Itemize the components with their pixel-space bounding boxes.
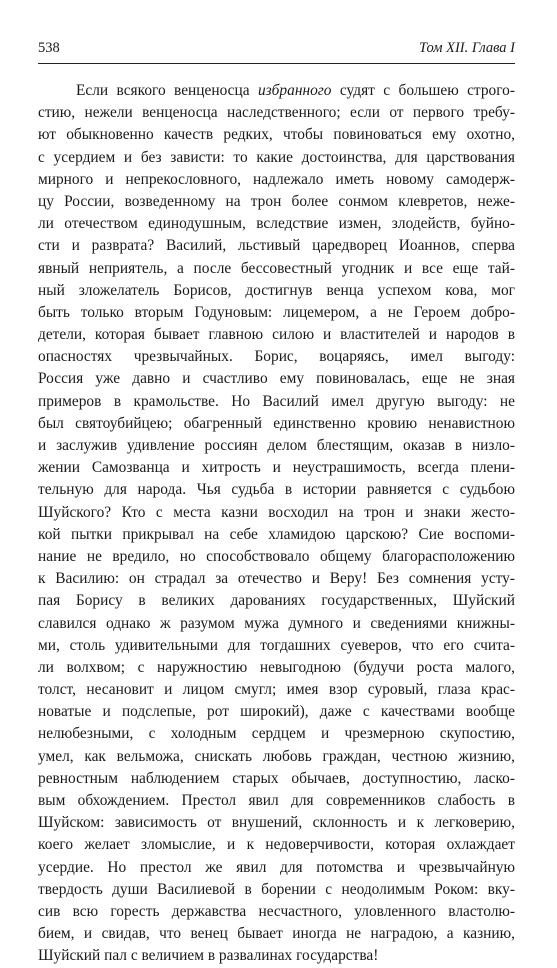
text-line: славился однако ж разумом мужа думного и сведениями книжны- (38, 614, 515, 632)
text-line: явный неприятель, а после бессовестный угодник и все еще тай- (38, 259, 515, 277)
text-line: нелюбезными, с холодным сердцем и чрезмерною скупостию, (38, 725, 515, 743)
text-line: Если всякого венценосца избранного судят с большею строго- (76, 82, 515, 99)
text-line: усердие. Но престол же явил для потомства и чрезвычайную (38, 858, 515, 876)
text-line: мирного и непрекословного, надлежало иметь новому самодерж- (38, 170, 515, 188)
text-line: стию, нежели венценосца наследственного; если от первого требу- (38, 104, 515, 122)
text-line: сив всю горесть державства несчастного, уловленного властолю- (38, 902, 515, 920)
text-line: ми, столь удивительными для тогдашних суеверов, что его счита- (38, 636, 515, 654)
text-line: тельную для народа. Чья судьба в истории равняется с судьбою (38, 481, 515, 499)
text-line: ют обыкновенно качеств редких, чтобы повиноваться ему охотно, (38, 126, 515, 144)
page-number: 538 (38, 40, 60, 56)
text-line: ревностным наблюдением старых обычаев, доступностию, ласко- (38, 769, 515, 787)
text-line: примеров в крамольстве. Но Василий имел другую выгоду: не (38, 392, 515, 410)
text-line: быть только вторым Годуновым: лицемером, а не Героем добро- (38, 303, 515, 321)
text-line: детели, которая бывает главною силою и властителей и народов в (38, 326, 515, 344)
text-line: опасностях чрезвычайных. Борис, воцаряясь, имел выгоду: (38, 348, 515, 366)
page-header (38, 38, 515, 62)
text-line: ли отечеством единодушным, вследствие измен, злодейств, буйно- (38, 215, 515, 233)
text-line: Россия уже давно и счастливо ему повиновалась, еще не зная (38, 370, 515, 388)
text-line: нание не вредило, но способствовало общему благорасположению (38, 547, 515, 565)
text-line: твердость души Василиевой в борении с неодолимым Роком: вку- (38, 880, 515, 898)
text-line: кой пытки прикрывал на себе хламидою царскою? Сие воспоми- (38, 525, 515, 543)
text-line: Шуйского? Кто с места казни восходил на трон и знаки жесто- (38, 503, 515, 521)
text-line: был святоубийцею; обагренный единственно кровию ненавистною (38, 414, 515, 432)
text-line: умел, как вельможа, снискать любовь граждан, честною жизнию, (38, 747, 515, 765)
text-line: ли волхвом; с наружностию невыгодною (будучи роста малого, (38, 658, 515, 676)
text-line: коего желает зломыслие, и к недоверчивости, которая охлаждает (38, 836, 515, 854)
text-line: ный зложелатель Борисов, достигнув венца успехом кова, мог (38, 281, 515, 299)
text-line: толст, несановит и лицом смугл; имея взор суровый, глаза крас- (38, 681, 515, 699)
text-line: бием, и свидав, что венец бывает иногда не наградою, а казнию, (38, 925, 515, 943)
text-line: цу России, возведенному на трон более сонмом клевретов, неже- (38, 192, 515, 210)
text-line: Шуйский пал с величием в развалинах государства! (38, 947, 379, 965)
text-line: новатые и подслепые, рот широкий), даже с качествами вообще (38, 703, 515, 721)
text-line: к Василию: он страдал за отечество и Веру! Без сомнения усту- (38, 570, 515, 588)
text-line: с усердием и без зависти: то какие достоинства, для царствования (38, 148, 515, 166)
body-text (38, 80, 515, 968)
text-line: и заслужив удивление россиян делом блестящим, оказав в низло- (38, 437, 515, 454)
text-line: вым обхождением. Престол явил для современников слабость в (38, 792, 515, 809)
emphasized-word: избранного (257, 82, 332, 99)
running-title: Том XII. Глава I (418, 40, 515, 56)
text-line: пая Борису в великих дарованиях государственных, Шуйский (38, 592, 515, 610)
header-rule (38, 63, 515, 64)
text-line: жении Самозванца и хитрость и неустрашимость, всегда плени- (38, 459, 515, 477)
text-line: сти и разврата? Василий, льстивый царедворец Иоаннов, сперва (38, 237, 515, 255)
text-line: Шуйском: зависимость от внушений, склонность и к легковерию, (38, 814, 515, 832)
